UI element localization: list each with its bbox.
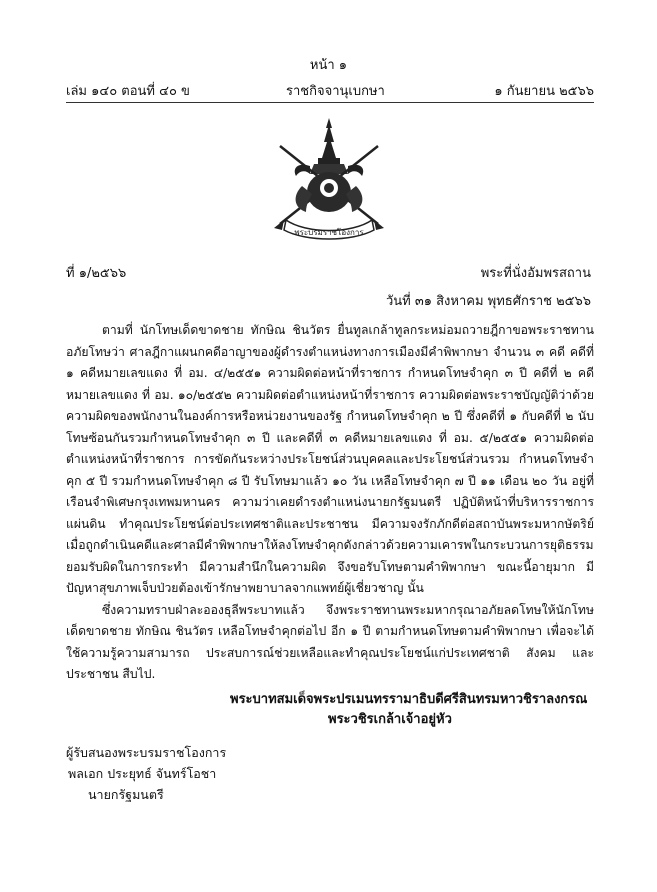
- decree-number: ที่ ๑/๒๕๖๖: [66, 266, 127, 281]
- countersignature: [66, 742, 226, 805]
- emblem-ribbon-text: พระบรมราชโองการ: [294, 228, 364, 237]
- countersign-line-1: ผู้รับสนองพระบรมราชโองการ: [66, 745, 227, 760]
- body-paragraph-2: ซึ่งความทราบฝ่าละอองธุลีพระบาทแล้ว จึงพระราชทานพระมหากรุณาอภัยลดโทษให้นักโทษเด็ดขาดชาย ทักษิณ ชินวัตร เหลือโทษจำคุกต่อไป อีก ๑ ปี ตามกำหนดโทษตามคำพิพากษา เพื่อจะได้ใช้ความรู้ความสามารถ ประสบการณ์ช่วยเหลือและทำคุณประโยชน์แก่ประเทศชาติ สังคม และประชาชน สืบไป.: [66, 602, 594, 681]
- royal-signature-line-2: พระวชิรเกล้าเจ้าอยู่หัว: [328, 712, 452, 727]
- body-paragraph-1: ตามที่ นักโทษเด็ดขาดชาย ทักษิณ ชินวัตร ยื่นทูลเกล้าทูลกระหม่อมถวายฎีกาขอพระราชทานอภัยโทษว่า ศาลฎีกาแผนกคดีอาญาของผู้ดำรงตำแหน่งทางการเมืองมีคำพิพากษา จำนวน ๓ คดี คดีที่ ๑ คดีหมายเลขแดง ที่ อม. ๔/๒๕๕๑ ความผิดต่อหน้าที่ราชการ กำหนดโทษจำคุก ๓ ปี คดีที่ ๒ คดีหมายเลขแดง ที่ อม. ๑๐/๒๕๕๒ ความผิดต่อตำแหน่งหน้าที่ราชการ ความผิดต่อพระราชบัญญัติว่าด้วยความผิดของพนักงานในองค์การหรือหน่วยงานของรัฐ กำหนดโทษจำคุก ๒ ปี ซึ่งคดีที่ ๑ กับคดีที่ ๒ นับโทษซ้อนกันรวมกำหนดโทษจำคุก ๓ ปี และคดีที่ ๓ คดีหมายเลขแดง ที่ อม. ๕/๒๕๕๑ ความผิดต่อตำแหน่งหน้าที่ราชการ การขัดกันระหว่างประโยชน์ส่วนบุคคลและประโยชน์ส่วนรวม กำหนดโทษจำคุก ๕ ปี รวมกำหนดโทษจำคุก ๘ ปี รับโทษมาแล้ว ๑๐ วัน เหลือโทษจำคุก ๗ ปี ๑๑ เดือน ๒๐ วัน อยู่ที่เรือนจำพิเศษกรุงเทพมหานคร ความว่าเคยดำรงตำแหน่งนายกรัฐมนตรี ปฏิบัติหน้าที่บริหารราชการแผ่นดิน ทำคุณประโยชน์ต่อประเทศชาติและประชาชน มีความจงรักภักดีต่อสถาบันพระมหากษัตริย์ เมื่อถูกดำเนินคดีและศาลมีคำพิพากษาให้ลงโทษจำคุกดังกล่าวด้วยความเคารพในกระบวนการยุติธรรม ยอมรับผิดในการกระทำ มีความสำนึกในความผิด จึงขอรับโทษตามคำพิพากษา ขณะนี้อายุมาก มีปัญหาสุขภาพเจ็บป่วยต้องเข้ารักษาพยาบาลจากแพทย์ผู้เชี่ยวชาญ นั้น: [66, 323, 594, 595]
- volume-info: เล่ม ๑๔๐ ตอนที่ ๔๐ ข: [66, 84, 190, 99]
- publication-date: ๑ กันยายน ๒๕๖๖: [494, 84, 594, 99]
- countersign-title: นายกรัฐมนตรี: [88, 787, 164, 802]
- countersign-name: พลเอก ประยุทธ์ จันทร์โอชา: [68, 766, 217, 781]
- decree-date: วันที่ ๓๑ สิงหาคม พุทธศักราช ๒๕๖๖: [385, 294, 591, 309]
- royal-signature-line-1: พระบาทสมเด็จพระปรเมนทรรามาธิบดีศรีสินทรมหาวชิราลงกรณ: [230, 692, 588, 707]
- royal-emblem-icon: [262, 116, 396, 248]
- page-number: หน้า ๑: [309, 58, 348, 73]
- header-divider: [66, 102, 594, 103]
- decree-body: [66, 320, 594, 686]
- publication-name: ราชกิจจานุเบกษา: [286, 84, 385, 99]
- royal-signature: [230, 690, 630, 730]
- decree-place: พระที่นั่งอัมพรสถาน: [480, 266, 591, 281]
